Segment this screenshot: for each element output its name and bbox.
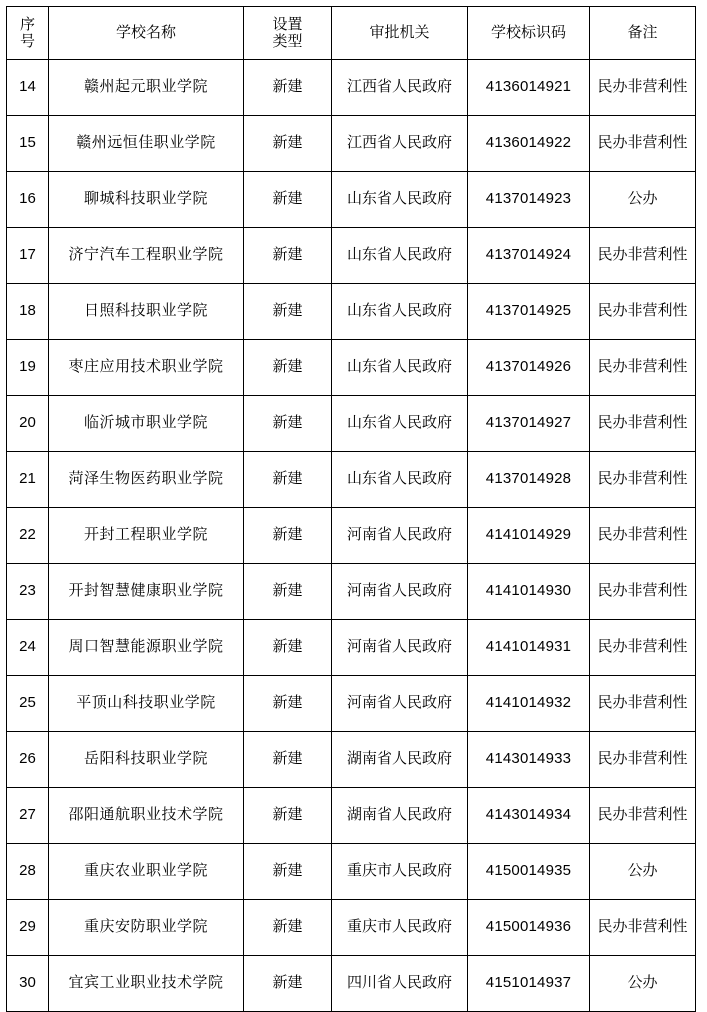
cell-remark: 民办非营利性 <box>590 564 696 620</box>
table-row <box>7 172 696 228</box>
cell-school-code: 4141014930 <box>468 564 590 620</box>
column-header-org: 审批机关 <box>332 7 468 60</box>
table-row <box>7 60 696 116</box>
cell-index: 29 <box>7 900 49 956</box>
table-row <box>7 284 696 340</box>
cell-setup-type: 新建 <box>244 452 332 508</box>
column-header-name: 学校名称 <box>49 7 244 60</box>
cell-school-name: 重庆安防职业学院 <box>49 900 244 956</box>
cell-remark: 民办非营利性 <box>590 732 696 788</box>
table-row <box>7 452 696 508</box>
cell-school-code: 4136014921 <box>468 60 590 116</box>
table-row <box>7 788 696 844</box>
cell-remark: 民办非营利性 <box>590 340 696 396</box>
cell-school-code: 4141014932 <box>468 676 590 732</box>
cell-index: 22 <box>7 508 49 564</box>
table-row <box>7 116 696 172</box>
cell-index: 26 <box>7 732 49 788</box>
cell-approval-authority: 江西省人民政府 <box>332 116 468 172</box>
cell-remark: 民办非营利性 <box>590 116 696 172</box>
cell-school-name: 聊城科技职业学院 <box>49 172 244 228</box>
cell-approval-authority: 河南省人民政府 <box>332 676 468 732</box>
table-row <box>7 396 696 452</box>
cell-approval-authority: 山东省人民政府 <box>332 228 468 284</box>
cell-school-code: 4143014934 <box>468 788 590 844</box>
cell-school-code: 4143014933 <box>468 732 590 788</box>
table-row <box>7 676 696 732</box>
cell-school-name: 枣庄应用技术职业学院 <box>49 340 244 396</box>
table-row <box>7 844 696 900</box>
table-row <box>7 900 696 956</box>
cell-setup-type: 新建 <box>244 844 332 900</box>
cell-index: 27 <box>7 788 49 844</box>
cell-setup-type: 新建 <box>244 340 332 396</box>
cell-index: 15 <box>7 116 49 172</box>
cell-approval-authority: 湖南省人民政府 <box>332 732 468 788</box>
cell-school-name: 重庆农业职业学院 <box>49 844 244 900</box>
column-header-note: 备注 <box>590 7 696 60</box>
cell-setup-type: 新建 <box>244 508 332 564</box>
table-body <box>7 60 696 1012</box>
cell-school-name: 开封工程职业学院 <box>49 508 244 564</box>
cell-index: 20 <box>7 396 49 452</box>
cell-school-name: 临沂城市职业学院 <box>49 396 244 452</box>
cell-index: 24 <box>7 620 49 676</box>
cell-remark: 公办 <box>590 172 696 228</box>
table-header <box>7 7 696 60</box>
column-header-type-line1: 设置 <box>272 15 303 33</box>
cell-setup-type: 新建 <box>244 172 332 228</box>
cell-approval-authority: 山东省人民政府 <box>332 396 468 452</box>
cell-approval-authority: 江西省人民政府 <box>332 60 468 116</box>
cell-approval-authority: 湖南省人民政府 <box>332 788 468 844</box>
cell-school-code: 4150014936 <box>468 900 590 956</box>
column-header-index-line1: 序 <box>19 15 35 33</box>
cell-index: 30 <box>7 956 49 1012</box>
cell-remark: 公办 <box>590 844 696 900</box>
cell-remark: 民办非营利性 <box>590 788 696 844</box>
cell-setup-type: 新建 <box>244 732 332 788</box>
cell-approval-authority: 河南省人民政府 <box>332 508 468 564</box>
cell-setup-type: 新建 <box>244 228 332 284</box>
cell-school-name: 赣州远恒佳职业学院 <box>49 116 244 172</box>
cell-index: 28 <box>7 844 49 900</box>
cell-index: 18 <box>7 284 49 340</box>
cell-index: 17 <box>7 228 49 284</box>
cell-remark: 民办非营利性 <box>590 452 696 508</box>
cell-school-name: 日照科技职业学院 <box>49 284 244 340</box>
table-row <box>7 508 696 564</box>
cell-school-name: 周口智慧能源职业学院 <box>49 620 244 676</box>
column-header-type <box>244 7 332 60</box>
cell-approval-authority: 山东省人民政府 <box>332 340 468 396</box>
table-row <box>7 732 696 788</box>
cell-remark: 民办非营利性 <box>590 60 696 116</box>
cell-index: 21 <box>7 452 49 508</box>
table-row <box>7 956 696 1012</box>
cell-remark: 民办非营利性 <box>590 228 696 284</box>
cell-school-code: 4137014927 <box>468 396 590 452</box>
cell-school-name: 济宁汽车工程职业学院 <box>49 228 244 284</box>
cell-school-code: 4137014928 <box>468 452 590 508</box>
cell-school-name: 赣州起元职业学院 <box>49 60 244 116</box>
column-header-index <box>7 7 49 60</box>
table-row <box>7 620 696 676</box>
table-header-row <box>7 7 696 60</box>
cell-index: 14 <box>7 60 49 116</box>
cell-setup-type: 新建 <box>244 900 332 956</box>
cell-school-code: 4141014931 <box>468 620 590 676</box>
table-row <box>7 564 696 620</box>
cell-approval-authority: 重庆市人民政府 <box>332 844 468 900</box>
cell-setup-type: 新建 <box>244 676 332 732</box>
cell-index: 19 <box>7 340 49 396</box>
cell-school-code: 4141014929 <box>468 508 590 564</box>
cell-setup-type: 新建 <box>244 116 332 172</box>
cell-remark: 民办非营利性 <box>590 284 696 340</box>
cell-index: 16 <box>7 172 49 228</box>
cell-remark: 民办非营利性 <box>590 676 696 732</box>
cell-setup-type: 新建 <box>244 60 332 116</box>
cell-setup-type: 新建 <box>244 956 332 1012</box>
cell-school-code: 4151014937 <box>468 956 590 1012</box>
column-header-code: 学校标识码 <box>468 7 590 60</box>
cell-school-code: 4137014923 <box>468 172 590 228</box>
cell-setup-type: 新建 <box>244 284 332 340</box>
cell-school-code: 4136014922 <box>468 116 590 172</box>
cell-school-code: 4137014925 <box>468 284 590 340</box>
school-list-table <box>6 6 696 1012</box>
table-row <box>7 340 696 396</box>
cell-school-code: 4137014924 <box>468 228 590 284</box>
cell-school-name: 开封智慧健康职业学院 <box>49 564 244 620</box>
cell-approval-authority: 河南省人民政府 <box>332 620 468 676</box>
cell-remark: 民办非营利性 <box>590 508 696 564</box>
cell-school-name: 菏泽生物医药职业学院 <box>49 452 244 508</box>
cell-remark: 民办非营利性 <box>590 900 696 956</box>
cell-remark: 民办非营利性 <box>590 396 696 452</box>
table-row <box>7 228 696 284</box>
cell-school-code: 4150014935 <box>468 844 590 900</box>
cell-school-name: 平顶山科技职业学院 <box>49 676 244 732</box>
cell-approval-authority: 山东省人民政府 <box>332 284 468 340</box>
cell-approval-authority: 河南省人民政府 <box>332 564 468 620</box>
column-header-index-line2: 号 <box>19 33 35 50</box>
cell-school-name: 岳阳科技职业学院 <box>49 732 244 788</box>
column-header-type-line2: 类型 <box>272 33 303 50</box>
cell-school-name: 宜宾工业职业技术学院 <box>49 956 244 1012</box>
cell-school-name: 邵阳通航职业技术学院 <box>49 788 244 844</box>
cell-setup-type: 新建 <box>244 396 332 452</box>
cell-setup-type: 新建 <box>244 620 332 676</box>
cell-approval-authority: 重庆市人民政府 <box>332 900 468 956</box>
cell-approval-authority: 山东省人民政府 <box>332 452 468 508</box>
cell-remark: 公办 <box>590 956 696 1012</box>
cell-remark: 民办非营利性 <box>590 620 696 676</box>
cell-school-code: 4137014926 <box>468 340 590 396</box>
cell-approval-authority: 山东省人民政府 <box>332 172 468 228</box>
cell-index: 23 <box>7 564 49 620</box>
cell-setup-type: 新建 <box>244 564 332 620</box>
cell-index: 25 <box>7 676 49 732</box>
cell-approval-authority: 四川省人民政府 <box>332 956 468 1012</box>
document-page <box>0 6 707 1002</box>
cell-setup-type: 新建 <box>244 788 332 844</box>
